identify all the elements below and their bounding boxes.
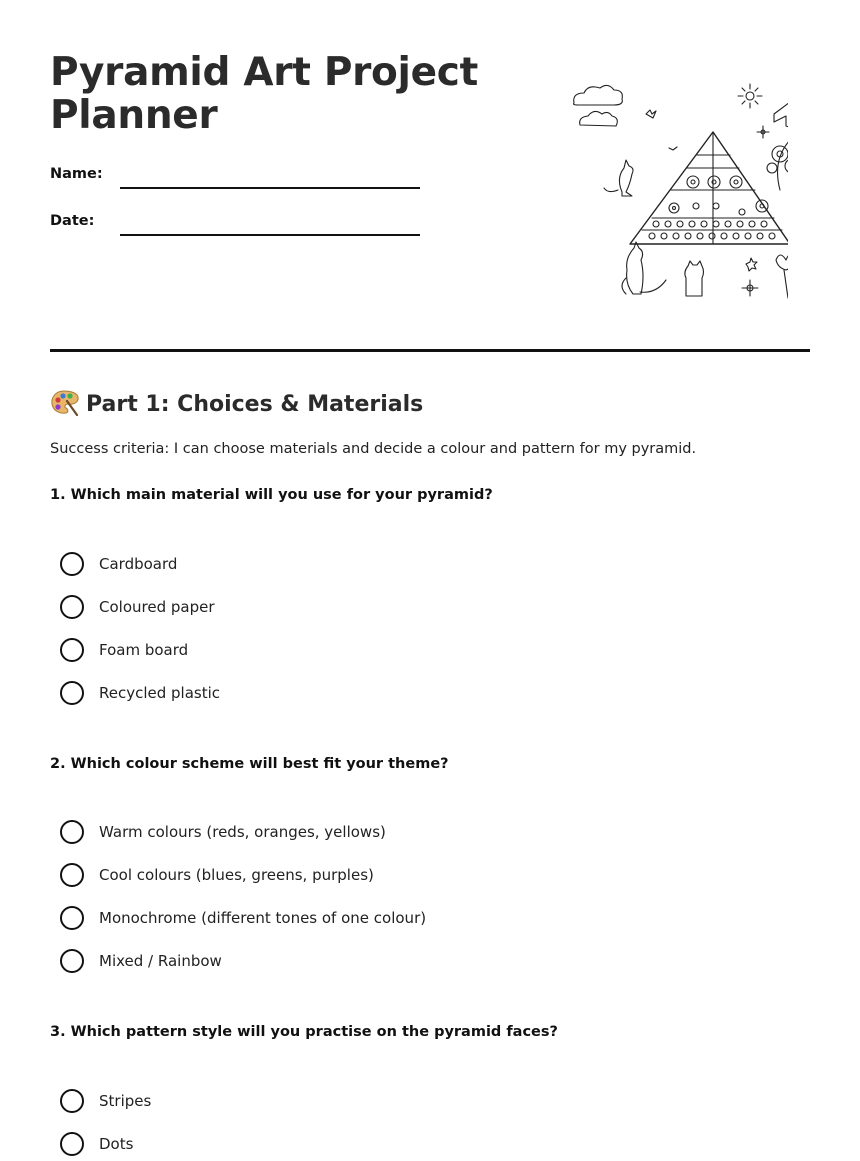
option-label: Cardboard: [99, 555, 178, 573]
question-2: 2. Which colour scheme will best fit your theme?: [50, 756, 449, 772]
question-1: 1. Which main material will you use for your pyramid?: [50, 487, 493, 503]
page-title: Pyramid Art Project Planner: [50, 50, 478, 138]
option-warm-colours[interactable]: [60, 819, 386, 845]
radio-button[interactable]: [60, 552, 84, 576]
success-criteria: Success criteria: I can choose materials and decide a colour and pattern for my pyramid.: [50, 441, 697, 457]
radio-button[interactable]: [60, 906, 84, 930]
radio-button[interactable]: [60, 863, 84, 887]
radio-button[interactable]: [60, 1089, 84, 1113]
date-field[interactable]: [120, 234, 420, 236]
question-3: 3. Which pattern style will you practise on the pyramid faces?: [50, 1024, 558, 1040]
pyramid-illustration: [566, 70, 788, 304]
option-recycled-plastic[interactable]: [60, 680, 220, 706]
header-divider: [50, 349, 810, 352]
name-field[interactable]: [120, 187, 420, 189]
name-label: Name:: [50, 166, 103, 182]
option-dots[interactable]: [60, 1131, 133, 1157]
section-heading-part-1: [50, 388, 423, 417]
radio-button[interactable]: [60, 1132, 84, 1156]
radio-button[interactable]: [60, 681, 84, 705]
radio-button[interactable]: [60, 638, 84, 662]
option-label: Stripes: [99, 1092, 152, 1110]
option-monochrome[interactable]: [60, 905, 426, 931]
option-coloured-paper[interactable]: [60, 594, 215, 620]
option-cardboard[interactable]: [60, 551, 177, 577]
radio-button[interactable]: [60, 820, 84, 844]
option-label: Monochrome (different tones of one colour): [99, 909, 427, 927]
option-label: Recycled plastic: [99, 684, 221, 702]
radio-button[interactable]: [60, 595, 84, 619]
date-label: Date:: [50, 213, 95, 229]
option-label: Cool colours (blues, greens, purples): [99, 866, 374, 884]
radio-button[interactable]: [60, 949, 84, 973]
option-stripes[interactable]: [60, 1088, 151, 1114]
section-heading-text: Part 1: Choices & Materials: [86, 392, 424, 417]
option-cool-colours[interactable]: [60, 862, 374, 888]
option-label: Coloured paper: [99, 598, 215, 616]
option-label: Warm colours (reds, oranges, yellows): [99, 823, 386, 841]
option-mixed-rainbow[interactable]: [60, 948, 222, 974]
artist-palette-icon: [50, 388, 80, 416]
option-label: Foam board: [99, 641, 189, 659]
option-label: Dots: [99, 1135, 134, 1153]
option-label: Mixed / Rainbow: [99, 952, 222, 970]
option-foam-board[interactable]: [60, 637, 188, 663]
